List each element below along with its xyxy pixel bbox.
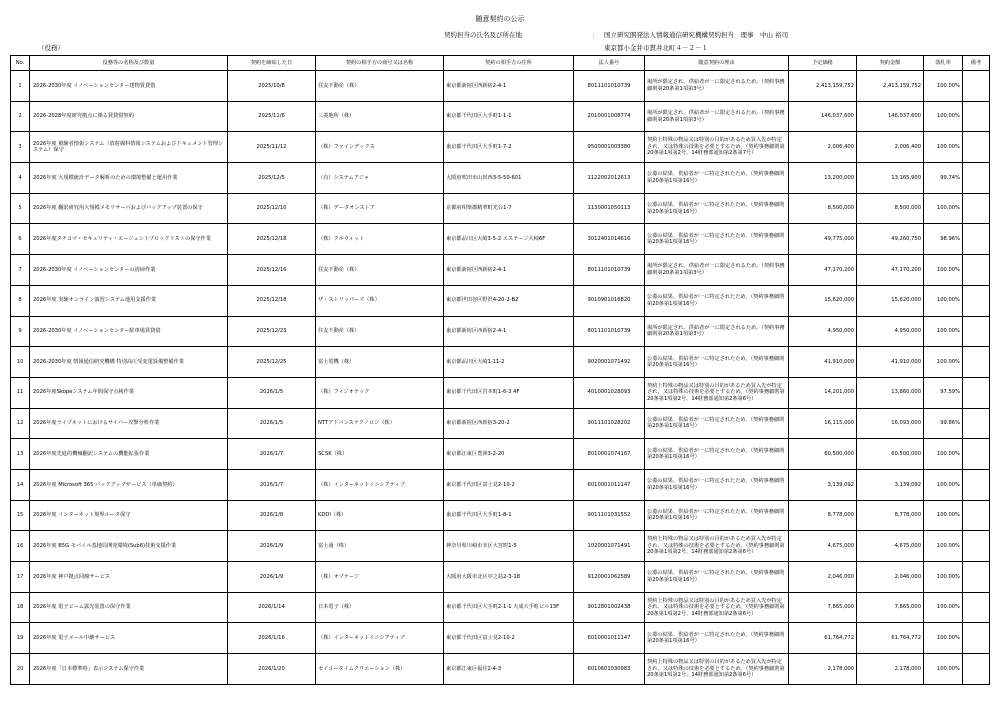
service-name: 2026年度Skopeシステム年間保守点検作業 <box>30 377 228 408</box>
estimated-price: 16,115,000 <box>789 408 857 439</box>
estimated-price: 15,620,000 <box>789 285 857 316</box>
vendor-address: 京都府相楽郡精華町光台1-7 <box>444 193 574 224</box>
estimated-price: 2,006,400 <box>789 132 857 163</box>
vendor-name: 住友不動産（株） <box>316 316 444 347</box>
contract-amount: 8,778,000 <box>857 500 924 531</box>
contract-amount: 13,165,900 <box>857 163 924 194</box>
contract-reason: 契約上特殊の物品又は特別の目的があるため買入先が特定され、又は特殊の技術を必要とするため。（契約事務細則第20条第1項第2号、14財務部通知第2条第6号） <box>645 654 789 685</box>
service-name: 2026年度タチコマ・セキュリティ・エージェントブロックリストの保守作業 <box>30 224 228 255</box>
corporate-number: 8011101010739 <box>574 316 645 347</box>
vendor-name: SCSK（株） <box>316 439 444 470</box>
service-name: 2026-2028年度研究拠点に係る賃貸借契約 <box>30 101 228 132</box>
header-estimated-price: 予定価格 <box>789 56 857 71</box>
service-name: 2026年度 電子メール中継サービス <box>30 623 228 654</box>
row-number: 20 <box>11 654 30 685</box>
contract-reason: 公募の結果、供給者が一に特定されたため。（契約事務細則第20条第1項第16号） <box>645 193 789 224</box>
service-name: 2026-2030年度 情報通信研究機構 特別高圧受変電設備整備作業 <box>30 347 228 378</box>
contract-reason: 契約上特殊の物品又は特別の目的があるため買入先が特定され、又は特殊の技術を必要とするため。（契約事務細則第20条第1項第2号、14財務部通知第2条第6号） <box>645 377 789 408</box>
contract-officer-line <box>444 30 788 39</box>
vendor-address: 東京都千代田区岩本町1-6-3 4F <box>444 377 574 408</box>
row-number: 9 <box>11 316 30 347</box>
award-rate: 100.00% <box>924 285 963 316</box>
contract-date: 2026/1/5 <box>228 377 316 408</box>
contract-amount: 4,675,000 <box>857 531 924 562</box>
table-row <box>11 347 990 378</box>
table-row <box>11 377 990 408</box>
contract-date: 2025/10/8 <box>228 71 316 102</box>
award-rate: 99.74% <box>924 163 963 194</box>
contract-amount: 2,413,159,752 <box>857 71 924 102</box>
award-rate: 100.00% <box>924 255 963 286</box>
contract-amount: 60,500,000 <box>857 439 924 470</box>
row-number: 13 <box>11 439 30 470</box>
contract-reason: 公募の結果、供給者が一に特定されたため。（契約事務細則第20条第1項第16号） <box>645 500 789 531</box>
remarks <box>963 285 990 316</box>
estimated-price: 3,139,092 <box>789 469 857 500</box>
vendor-name: KDDI（株） <box>316 500 444 531</box>
award-rate: 100.00% <box>924 439 963 470</box>
corporate-number: 8011101010739 <box>574 71 645 102</box>
award-rate: 100.00% <box>924 71 963 102</box>
contract-date: 2025/12/5 <box>228 163 316 194</box>
estimated-price: 2,046,000 <box>789 562 857 593</box>
contract-date: 2026/1/9 <box>228 531 316 562</box>
remarks <box>963 347 990 378</box>
contract-amount: 3,139,092 <box>857 469 924 500</box>
corporate-number: 9010901016820 <box>574 285 645 316</box>
contract-amount: 7,865,000 <box>857 592 924 623</box>
contract-officer-label: 契約担当の氏名及び所在地 <box>444 31 522 39</box>
remarks <box>963 316 990 347</box>
vendor-address: 東京都江東区豊洲3-2-20 <box>444 439 574 470</box>
contract-reason: 契約上特殊の物品又は特別の目的があるため買入先が特定され、又は特殊の技術を必要とするため。（契約事務細則第20条第1項第2号、14財務部通知第2条第6号） <box>645 592 789 623</box>
table-row <box>11 132 990 163</box>
award-rate: 98.96% <box>924 224 963 255</box>
estimated-price: 146,037,600 <box>789 101 857 132</box>
estimated-price: 13,200,000 <box>789 163 857 194</box>
service-name: 2026年度 電子ビーム露光装置の保守作業 <box>30 592 228 623</box>
corporate-number: 9020001071492 <box>574 347 645 378</box>
contract-amount: 47,170,200 <box>857 255 924 286</box>
vendor-name: （株）インターネットイニシアティブ <box>316 469 444 500</box>
contract-date: 2026/1/7 <box>228 439 316 470</box>
table-row <box>11 623 990 654</box>
service-name: 2026-2030年度 イノベーションセンター建物賃貸借 <box>30 71 228 102</box>
contract-date: 2025/11/6 <box>228 101 316 132</box>
estimated-price: 60,500,000 <box>789 439 857 470</box>
service-name: 2026年度先進的機械翻訳システムの機能拡張作業 <box>30 439 228 470</box>
remarks <box>963 500 990 531</box>
service-name: 2026-2030年度 イノベーションセンターの清掃作業 <box>30 255 228 286</box>
contract-date: 2026/1/20 <box>228 654 316 685</box>
corporate-number: 4010001028093 <box>574 377 645 408</box>
vendor-name: 住友不動産（株） <box>316 71 444 102</box>
contract-reason: 公募の結果、供給者が一に特定されたため。（契約事務細則第20条第1項第16号） <box>645 224 789 255</box>
vendor-name: 富士通（株） <box>316 531 444 562</box>
remarks <box>963 469 990 500</box>
service-name: 2026-2030年度 イノベーションセンター駐車場賃貸借 <box>30 316 228 347</box>
contract-officer-address: 東京都小金井市貫井北町４－２－１ <box>604 44 708 52</box>
corporate-number: 6010001011147 <box>574 469 645 500</box>
corporate-number: 6010001011147 <box>574 623 645 654</box>
row-number: 15 <box>11 500 30 531</box>
vendor-name: 日本電子（株） <box>316 592 444 623</box>
contract-reason: 場所が限定され、供給者が一に限定されるため。（契約事務細則第20条第1項第3号） <box>645 316 789 347</box>
award-rate: 100.00% <box>924 531 963 562</box>
award-rate: 97.59% <box>924 377 963 408</box>
vendor-name: 住友不動産（株） <box>316 255 444 286</box>
contract-amount: 15,620,000 <box>857 285 924 316</box>
estimated-price: 14,201,000 <box>789 377 857 408</box>
contract-reason: 公募の結果、供給者が一に特定されたため。（契約事務細則第20条第1項第16号） <box>645 347 789 378</box>
remarks <box>963 71 990 102</box>
contract-date: 2025/11/12 <box>228 132 316 163</box>
row-number: 5 <box>11 193 30 224</box>
header-date: 契約を締結した日 <box>228 56 316 71</box>
vendor-address: 東京都新宿区西新宿2-4-1 <box>444 71 574 102</box>
corporate-number: 9011101028202 <box>574 408 645 439</box>
table-row <box>11 439 990 470</box>
contract-reason: 公募の結果、供給者が一に特定されたため。（契約事務細則第20条第1項第16号） <box>645 623 789 654</box>
row-number: 4 <box>11 163 30 194</box>
table-row <box>11 224 990 255</box>
corporate-number: 9011101031552 <box>574 500 645 531</box>
vendor-address: 大阪府吹田市山田西3-5-50-601 <box>444 163 574 194</box>
contract-amount: 2,178,000 <box>857 654 924 685</box>
vendor-name: NTTアドバンステクノロジ（株） <box>316 408 444 439</box>
service-name: 2026年度 Microsoft 365 バックアップサービス（単価契約） <box>30 469 228 500</box>
table-header-row <box>11 56 990 71</box>
contract-officer-name: 国立研究開発法人情報通信研究機構契約担当 理事 中山 裕司 <box>604 31 789 39</box>
table-row <box>11 592 990 623</box>
vendor-name: （株）ファインデックス <box>316 132 444 163</box>
vendor-address: 東京都千代田区富士見2-10-2 <box>444 469 574 500</box>
vendor-name: 富士電機（株） <box>316 347 444 378</box>
award-rate: 100.00% <box>924 101 963 132</box>
vendor-address: 東京都千代田区大手町1-8-1 <box>444 500 574 531</box>
vendor-address: 東京都千代田区大手町1-1-1 <box>444 101 574 132</box>
contract-reason: 公募の結果、供給者が一に特定されたため。（契約事務細則第20条第1項第16号） <box>645 562 789 593</box>
corporate-number: 2010001008774 <box>574 101 645 132</box>
estimated-price: 41,910,000 <box>789 347 857 378</box>
estimated-price: 8,500,000 <box>789 193 857 224</box>
contract-amount: 13,860,000 <box>857 377 924 408</box>
contract-reason: 契約上特殊の物品又は特別の目的があるため買入先が特定され、又は特殊の技術を必要とするため。（契約事務細則第20条第1項第2号、14財務部通知第2条第7号） <box>645 132 789 163</box>
vendor-name: （株）オプテージ <box>316 562 444 593</box>
row-number: 16 <box>11 531 30 562</box>
vendor-address: 東京都品川区大崎3-5-2 エステージ大崎6F <box>444 224 574 255</box>
contract-amount: 2,046,000 <box>857 562 924 593</box>
remarks <box>963 255 990 286</box>
colon-separator: ： <box>592 31 599 39</box>
vendor-address: 東京都新宿区西新宿2-4-1 <box>444 316 574 347</box>
row-number: 11 <box>11 377 30 408</box>
contract-date: 2026/1/9 <box>228 562 316 593</box>
contract-amount: 16,093,000 <box>857 408 924 439</box>
contracts-table <box>10 55 990 685</box>
row-number: 7 <box>11 255 30 286</box>
corporate-number: 3012401014616 <box>574 224 645 255</box>
remarks <box>963 163 990 194</box>
header-reason: 随意契約の理由 <box>645 56 789 71</box>
award-rate: 99.86% <box>924 408 963 439</box>
vendor-address: 神奈川県川崎市幸区大宮町1-5 <box>444 531 574 562</box>
contract-amount: 41,910,000 <box>857 347 924 378</box>
vendor-address: 東京都新宿区西新宿3-20-2 <box>444 408 574 439</box>
table-row <box>11 101 990 132</box>
award-rate: 100.00% <box>924 193 963 224</box>
table-row <box>11 531 990 562</box>
table-row <box>11 285 990 316</box>
table-row <box>11 193 990 224</box>
estimated-price: 49,775,000 <box>789 224 857 255</box>
remarks <box>963 193 990 224</box>
row-number: 19 <box>11 623 30 654</box>
corporate-number: 8011101010739 <box>574 255 645 286</box>
row-number: 1 <box>11 71 30 102</box>
vendor-address: 東京都江東区福住2-4-3 <box>444 654 574 685</box>
row-number: 10 <box>11 347 30 378</box>
contract-date: 2026/1/8 <box>228 500 316 531</box>
row-number: 18 <box>11 592 30 623</box>
contract-date: 2025/12/16 <box>228 255 316 286</box>
contract-reason: 場所が限定され、供給者が一に限定されるため。（契約事務細則第20条第1項第3号） <box>645 71 789 102</box>
contract-reason: 場所が限定され、供給者が一に限定されるため。（契約事務細則第20条第1項第3号） <box>645 255 789 286</box>
vendor-name: （株）データオンストア <box>316 193 444 224</box>
vendor-name: （株）インターネットイニシアティブ <box>316 623 444 654</box>
corporate-number: 1122002012613 <box>574 163 645 194</box>
corporate-number: 8010001074167 <box>574 439 645 470</box>
contract-date: 2025/12/10 <box>228 193 316 224</box>
estimated-price: 4,950,000 <box>789 316 857 347</box>
vendor-address: 東京都品川区大崎1-11-2 <box>444 347 574 378</box>
row-number: 8 <box>11 285 30 316</box>
row-number: 3 <box>11 132 30 163</box>
contract-amount: 4,950,000 <box>857 316 924 347</box>
vendor-address: 東京都千代田区大手町1-7-2 <box>444 132 574 163</box>
contract-date: 2025/12/23 <box>228 316 316 347</box>
contract-reason: 公募の結果、供給者が一に特定されたため。（契約事務細則第20条第1項第16号） <box>645 439 789 470</box>
award-rate: 100.00% <box>924 347 963 378</box>
header-contract-amount: 契約金額 <box>857 56 924 71</box>
remarks <box>963 101 990 132</box>
table-row <box>11 408 990 439</box>
vendor-name: （株）フィジオテック <box>316 377 444 408</box>
contract-date: 2025/12/18 <box>228 285 316 316</box>
vendor-address: 東京都新宿区西新宿2-4-1 <box>444 255 574 286</box>
service-name: 2026年度 被験者情報システム（放射線科情報システムおよびドキュメント管理システム）保守 <box>30 132 228 163</box>
contract-amount: 61,764,772 <box>857 623 924 654</box>
corporate-number: 6010601030983 <box>574 654 645 685</box>
contract-date: 2025/12/25 <box>228 347 316 378</box>
vendor-address: 東京都千代田区大手町2-1-1 大成大手町ビル13F <box>444 592 574 623</box>
contract-reason: 公募の結果、供給者が一に特定されたため。（契約事務細則第20条第1項第16号） <box>645 163 789 194</box>
corporate-number: 9120001062589 <box>574 562 645 593</box>
contract-reason: 場所が限定され、供給者が一に限定されるため。（契約事務細則第20条第1項第3号） <box>645 101 789 132</box>
vendor-name: ザ・ストリッパーズ（株） <box>316 285 444 316</box>
estimated-price: 2,178,000 <box>789 654 857 685</box>
row-number: 12 <box>11 408 30 439</box>
header-remarks: 備考 <box>963 56 990 71</box>
contract-date: 2026/1/16 <box>228 623 316 654</box>
contract-reason: 契約上特殊の物品又は特別の目的があるため買入先が特定され、又は特殊の技術を必要とするため。（契約事務細則第20条第1項第2号、14財務部通知第2条第6号） <box>645 531 789 562</box>
corporate-number: 9012801002438 <box>574 592 645 623</box>
corporate-number: 1130001050113 <box>574 193 645 224</box>
contract-date: 2025/12/18 <box>228 224 316 255</box>
remarks <box>963 531 990 562</box>
service-name: 2026年度 翻訳研究用大規模メモリサーバおよびバックアップ装置の保守 <box>30 193 228 224</box>
category-label: （役務） <box>38 44 64 52</box>
row-number: 17 <box>11 562 30 593</box>
vendor-address: 大阪府大阪市北区中之島2-3-18 <box>444 562 574 593</box>
service-name: 2026年度 大規模統計データ解析のための環境整備と運用作業 <box>30 163 228 194</box>
award-rate: 100.00% <box>924 592 963 623</box>
remarks <box>963 623 990 654</box>
table-row <box>11 163 990 194</box>
service-name: 2026年度 インターネット境界ルータ保守 <box>30 500 228 531</box>
contract-reason: 公募の結果、供給者が一に特定されたため。（契約事務細則第20条第1項第16号） <box>645 285 789 316</box>
contract-amount: 2,006,400 <box>857 132 924 163</box>
contract-amount: 8,500,000 <box>857 193 924 224</box>
table-row <box>11 255 990 286</box>
remarks <box>963 592 990 623</box>
contract-reason: 公募の結果、供給者が一に特定されたため。（契約事務細則第20条第1項第16号） <box>645 469 789 500</box>
remarks <box>963 377 990 408</box>
header-address: 契約の相手方の住所 <box>444 56 574 71</box>
estimated-price: 47,170,200 <box>789 255 857 286</box>
service-name: 2026年度ライブネットにおけるサイバー攻撃分析作業 <box>30 408 228 439</box>
service-name: 2026年度 実験オンライン演習システム運用支援作業 <box>30 285 228 316</box>
service-name: 2026年度 B5G モバイル基地局開発環境(Sub6)技術支援作業 <box>30 531 228 562</box>
vendor-name: （株）クルウィット <box>316 224 444 255</box>
contract-date: 2026/1/14 <box>228 592 316 623</box>
remarks <box>963 654 990 685</box>
table-row <box>11 562 990 593</box>
corporate-number: 1020001071491 <box>574 531 645 562</box>
header-vendor: 契約の相手方の商号又は名称 <box>316 56 444 71</box>
table-row <box>11 654 990 685</box>
award-rate: 100.00% <box>924 132 963 163</box>
estimated-price: 61,764,772 <box>789 623 857 654</box>
vendor-address: 東京都世田谷区野沢4-20-2-B2 <box>444 285 574 316</box>
award-rate: 100.00% <box>924 623 963 654</box>
row-number: 6 <box>11 224 30 255</box>
table-row <box>11 316 990 347</box>
award-rate: 100.00% <box>924 562 963 593</box>
row-number: 14 <box>11 469 30 500</box>
table-row <box>11 71 990 102</box>
contract-reason: 公募の結果、供給者が一に特定されたため。（契約事務細則第20条第1項第16号） <box>645 408 789 439</box>
service-name: 2026年度 神戸拠点回線サービス <box>30 562 228 593</box>
header-corp-number: 法人番号 <box>574 56 645 71</box>
award-rate: 100.00% <box>924 469 963 500</box>
remarks <box>963 408 990 439</box>
remarks <box>963 224 990 255</box>
vendor-address: 東京都千代田区富士見2-10-2 <box>444 623 574 654</box>
estimated-price: 2,413,159,752 <box>789 71 857 102</box>
contract-date: 2026/1/5 <box>228 408 316 439</box>
estimated-price: 8,778,000 <box>789 500 857 531</box>
estimated-price: 4,675,000 <box>789 531 857 562</box>
vendor-name: （有）システムアジャ <box>316 163 444 194</box>
contract-amount: 49,260,750 <box>857 224 924 255</box>
page-title: 随意契約の公示 <box>475 15 525 23</box>
award-rate: 100.00% <box>924 654 963 685</box>
award-rate: 100.00% <box>924 500 963 531</box>
table-row <box>11 469 990 500</box>
remarks <box>963 439 990 470</box>
vendor-name: 三菱地所（株） <box>316 101 444 132</box>
contract-amount: 146,037,600 <box>857 101 924 132</box>
remarks <box>963 132 990 163</box>
header-no: No. <box>11 56 30 71</box>
remarks <box>963 562 990 593</box>
header-name: 役務等の名称及び数量 <box>30 56 228 71</box>
header-award-rate: 落札率 <box>924 56 963 71</box>
corporate-number: 9500001003380 <box>574 132 645 163</box>
row-number: 2 <box>11 101 30 132</box>
vendor-name: セイコータイムクリエーション（株） <box>316 654 444 685</box>
contract-date: 2026/1/7 <box>228 469 316 500</box>
table-row <box>11 500 990 531</box>
award-rate: 100.00% <box>924 316 963 347</box>
service-name: 2026年度「日本標準時」表示システム保守作業 <box>30 654 228 685</box>
estimated-price: 7,865,000 <box>789 592 857 623</box>
